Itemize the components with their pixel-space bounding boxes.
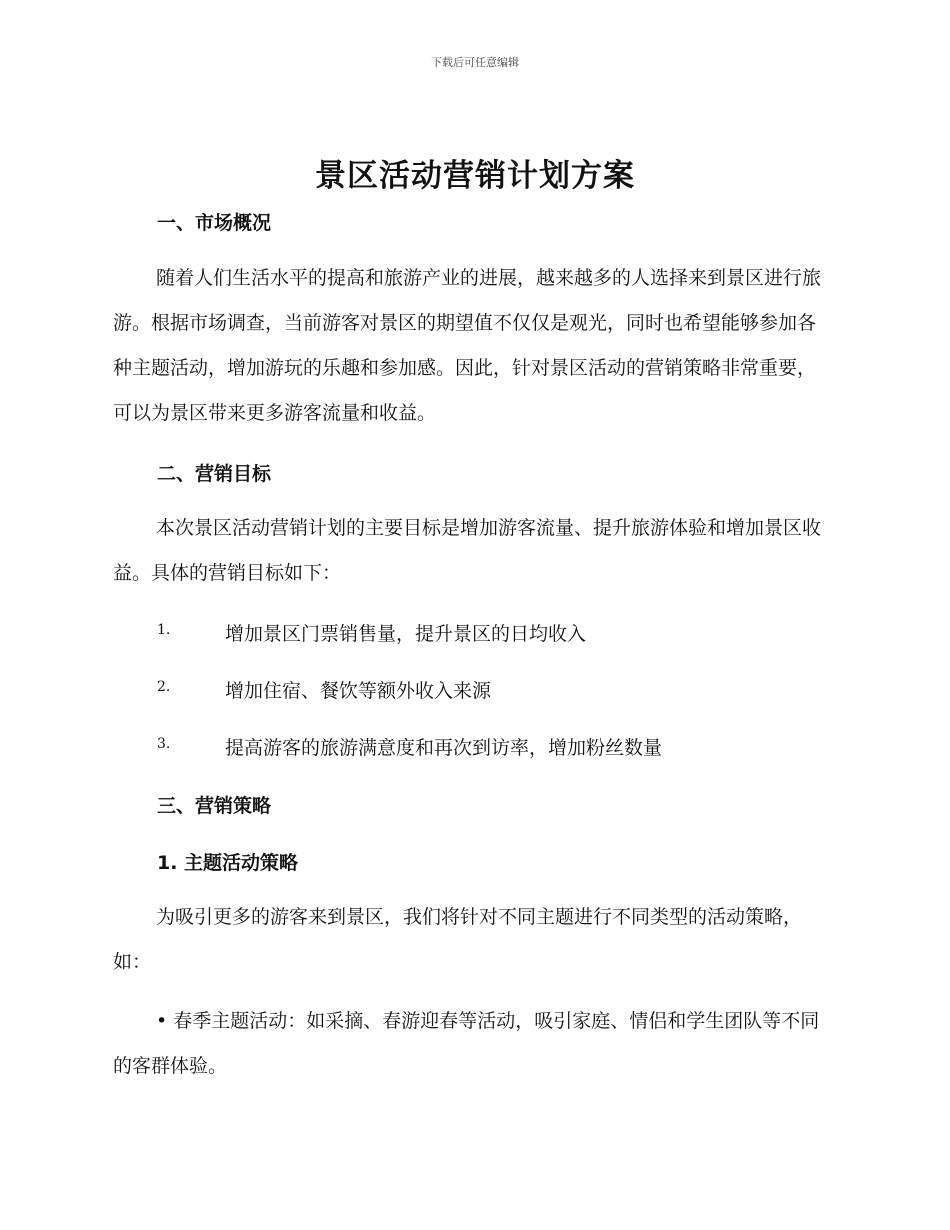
paragraph-goals: 本次景区活动营销计划的主要目标是增加游客流量、提升旅游体验和增加景区收益。具体的营销目标如下： xyxy=(113,517,822,584)
list-text: 增加景区门票销售量，提升景区的日均收入 xyxy=(225,623,587,645)
header-note: 下载后可任意编辑 xyxy=(431,56,519,69)
section-heading-market: 一、市场概况 xyxy=(157,212,272,234)
list-text: 增加住宿、餐饮等额外收入来源 xyxy=(225,680,492,702)
bullet-spring-activities: • 春季主题活动：如采摘、春游迎春等活动，吸引家庭、情侣和学生团队等不同的客群体验。 xyxy=(113,1010,820,1077)
paragraph-market: 随着人们生活水平的提高和旅游产业的进展，越来越多的人选择来到景区进行旅游。根据市场调查，当前游客对景区的期望值不仅仅是观光，同时也希望能够参加各种主题活动，增加游玩的乐趣和参加感。因此，针对景区活动的营销策略非常重要，可以为景区带来更多游客流量和收益。 xyxy=(113,267,822,424)
paragraph-strategy: 为吸引更多的游客来到景区，我们将针对不同主题进行不同类型的活动策略，如： xyxy=(113,906,803,973)
list-text: 提高游客的旅游满意度和再次到访率，增加粉丝数量 xyxy=(225,737,663,759)
list-number: 3. xyxy=(157,736,171,752)
subheading-theme-activities: 1. 主题活动策略 xyxy=(157,852,299,874)
section-heading-strategy: 三、营销策略 xyxy=(157,795,272,817)
section-heading-goals: 二、营销目标 xyxy=(157,463,272,485)
list-number: 2. xyxy=(157,679,171,695)
list-number: 1. xyxy=(157,622,171,638)
document-title: 景区活动营销计划方案 xyxy=(315,158,635,194)
